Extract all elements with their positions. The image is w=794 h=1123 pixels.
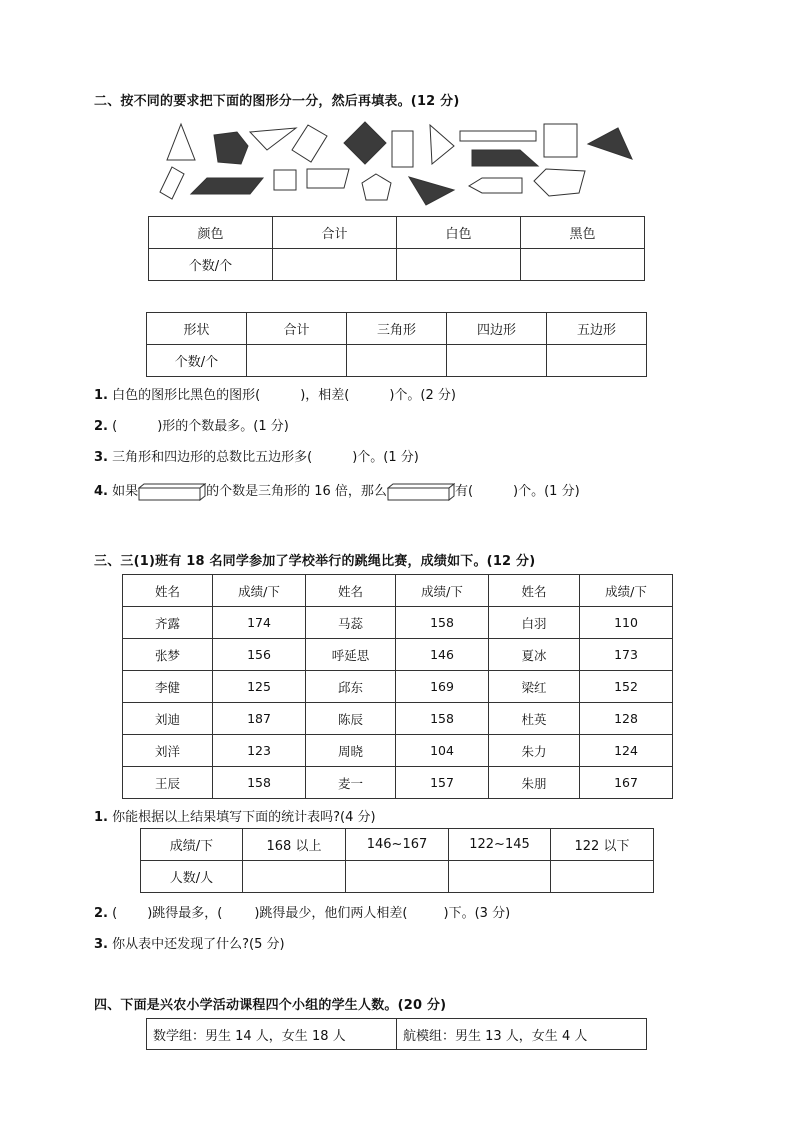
section4-title: 四、下面是兴农小学活动课程四个小组的学生人数。(20 分) (94, 998, 447, 1013)
name-cell: 周晓 (306, 735, 396, 767)
answer-cell[interactable] (346, 861, 449, 893)
score-cell: 123 (213, 735, 306, 767)
name-cell: 朱朋 (489, 767, 580, 799)
score-cell: 104 (396, 735, 489, 767)
section3-title: 三、三(1)班有 18 名同学参加了学校举行的跳绳比赛，成绩如下。(12 分) (94, 554, 536, 569)
name-cell: 邱东 (306, 671, 396, 703)
score-cell: 125 (213, 671, 306, 703)
name-cell: 梁红 (489, 671, 580, 703)
question-3-1: 1. 你能根据以上结果填写下面的统计表吗?(4 分) (94, 810, 376, 825)
name-cell: 呼延思 (306, 639, 396, 671)
table-header-cell: 姓名 (306, 575, 396, 607)
white-rhombus-shape (292, 125, 327, 162)
table-header-cell: 合计 (273, 217, 397, 249)
table-header-row (147, 313, 647, 345)
question-2-3: 3. 三角形和四边形的总数比五边形多( )个。(1 分) (94, 450, 419, 465)
score-cell: 167 (580, 767, 673, 799)
answer-cell[interactable] (347, 345, 447, 377)
answer-cell[interactable] (247, 345, 347, 377)
score-cell: 158 (213, 767, 306, 799)
white-rhombus-shape (160, 167, 184, 199)
name-cell: 李健 (123, 671, 213, 703)
row-label-cell: 人数/人 (141, 861, 243, 893)
score-cell: 173 (580, 639, 673, 671)
white-triangle-shape (250, 128, 296, 150)
score-cell: 157 (396, 767, 489, 799)
score-cell: 156 (213, 639, 306, 671)
question-2-2: 2. ( )形的个数最多。(1 分) (94, 419, 289, 434)
table-row (123, 703, 673, 735)
answer-cell[interactable] (243, 861, 346, 893)
table-header-row (123, 575, 673, 607)
white-long-rectangle-shape (460, 131, 536, 141)
answer-cell[interactable] (547, 345, 647, 377)
black-triangle-shape (588, 128, 632, 159)
table-header-row (141, 829, 654, 861)
white-pentagon-shape (362, 174, 391, 200)
results-table (122, 574, 673, 799)
score-cell: 152 (580, 671, 673, 703)
black-trapezoid-shape (472, 150, 538, 166)
white-triangle-shape (430, 125, 454, 164)
score-cell: 158 (396, 703, 489, 735)
answer-cell[interactable] (551, 861, 654, 893)
table-header-cell: 成绩/下 (580, 575, 673, 607)
table-header-cell: 成绩/下 (213, 575, 306, 607)
white-notched-shape (307, 169, 349, 188)
table-header-cell: 五边形 (547, 313, 647, 345)
white-triangle-shape (167, 124, 195, 160)
table-row (123, 767, 673, 799)
black-triangle-shape (409, 177, 454, 205)
black-square-shape (344, 122, 386, 164)
answer-cell[interactable] (521, 249, 645, 281)
table-header-cell: 成绩/下 (396, 575, 489, 607)
score-cell: 187 (213, 703, 306, 735)
table-row (123, 671, 673, 703)
question-3-2: 2. ( )跳得最多，( )跳得最少，他们两人相差( )下。(3 分) (94, 906, 511, 921)
score-cell: 146 (396, 639, 489, 671)
table-row (123, 639, 673, 671)
question-2-1: 1. 白色的图形比黑色的图形( )，相差( )个。(2 分) (94, 388, 456, 403)
group-cell: 数学组：男生 14 人，女生 18 人 (147, 1019, 397, 1050)
white-arrow-pentagon-shape (469, 178, 522, 193)
table-header-cell: 形状 (147, 313, 247, 345)
group-cell: 航模组：男生 13 人，女生 4 人 (397, 1019, 647, 1050)
question-2-4: 4. 如果 的个数是三角形的 16 倍，那么 有( )个。(1 分) (94, 484, 580, 499)
row-label-cell: 个数/个 (147, 345, 247, 377)
answer-cell[interactable] (447, 345, 547, 377)
table-header-cell: 146~167 (346, 829, 449, 861)
table-row (123, 607, 673, 639)
table-header-cell: 合计 (247, 313, 347, 345)
score-cell: 110 (580, 607, 673, 639)
score-cell: 124 (580, 735, 673, 767)
score-cell: 128 (580, 703, 673, 735)
table-header-cell: 颜色 (149, 217, 273, 249)
white-pentagon-shape (534, 169, 585, 196)
black-pentagon-shape (214, 132, 248, 164)
score-cell: 174 (213, 607, 306, 639)
table-row (123, 735, 673, 767)
table-row (149, 249, 645, 281)
table-row (147, 1019, 647, 1050)
score-cell: 158 (396, 607, 489, 639)
table-header-cell: 姓名 (123, 575, 213, 607)
table-header-cell: 三角形 (347, 313, 447, 345)
name-cell: 刘洋 (123, 735, 213, 767)
white-square-shape (544, 124, 577, 157)
name-cell: 张梦 (123, 639, 213, 671)
score-cell: 169 (396, 671, 489, 703)
name-cell: 夏冰 (489, 639, 580, 671)
name-cell: 白羽 (489, 607, 580, 639)
table-row (147, 345, 647, 377)
table-header-cell: 白色 (397, 217, 521, 249)
answer-cell[interactable] (273, 249, 397, 281)
section2-title: 二、按不同的要求把下面的图形分一分，然后再填表。(12 分) (94, 94, 460, 109)
name-cell: 齐露 (123, 607, 213, 639)
white-rectangle-shape (392, 131, 413, 167)
table-header-cell: 成绩/下 (141, 829, 243, 861)
question-3-3: 3. 你从表中还发现了什么?(5 分) (94, 937, 285, 952)
name-cell: 陈辰 (306, 703, 396, 735)
answer-cell[interactable] (397, 249, 521, 281)
row-label-cell: 个数/个 (149, 249, 273, 281)
table-header-cell: 122~145 (449, 829, 551, 861)
table-header-cell: 122 以下 (551, 829, 654, 861)
table-header-cell: 168 以上 (243, 829, 346, 861)
name-cell: 朱力 (489, 735, 580, 767)
table-row (141, 861, 654, 893)
name-cell: 马蕊 (306, 607, 396, 639)
color-count-table (148, 216, 645, 281)
name-cell: 王辰 (123, 767, 213, 799)
group-count-table (146, 1018, 647, 1050)
table-header-cell: 黑色 (521, 217, 645, 249)
cuboid-icon (138, 483, 206, 501)
cuboid-icon (387, 483, 455, 501)
shape-count-table (146, 312, 647, 377)
black-parallelogram-shape (191, 178, 263, 194)
answer-cell[interactable] (449, 861, 551, 893)
table-header-cell: 四边形 (447, 313, 547, 345)
table-header-row (149, 217, 645, 249)
name-cell: 麦一 (306, 767, 396, 799)
table-header-cell: 姓名 (489, 575, 580, 607)
name-cell: 刘迪 (123, 703, 213, 735)
white-square-shape (274, 170, 296, 190)
stat-table (140, 828, 654, 893)
name-cell: 杜英 (489, 703, 580, 735)
